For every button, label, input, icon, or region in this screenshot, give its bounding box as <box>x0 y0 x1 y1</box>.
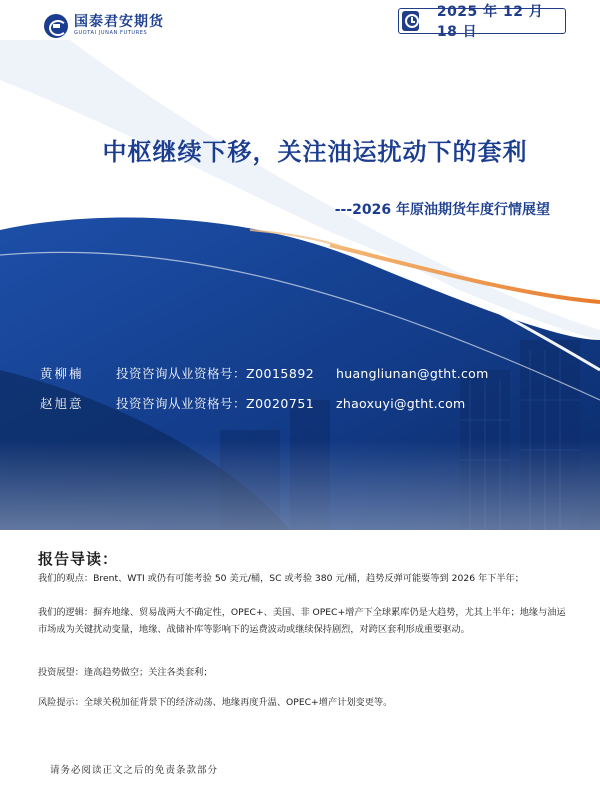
report-date-box <box>398 4 566 40</box>
logo-name-en: GUOTAI JUNAN FUTURES <box>74 30 148 36</box>
report-title: 中枢继续下移，关注油运扰动下的套利 <box>102 138 528 166</box>
analyst-row <box>40 358 489 388</box>
analyst-email[interactable]: huangliunan@gtht.com <box>336 365 489 381</box>
guide-outlook: 投资展望：逢高趋势做空；关注各类套利； <box>38 667 213 678</box>
clock-icon <box>402 11 419 31</box>
analyst-row <box>40 388 489 418</box>
guide-views: 我们的观点：Brent、WTI 或仍有可能考验 50 美元/桶，SC 或考验 380 元/桶，趋势反弹可能要等到 2026 年下半年； <box>38 573 524 584</box>
company-logo <box>44 14 164 38</box>
analyst-cert: 投资咨询从业资格号：Z0020751 <box>116 396 315 411</box>
report-date: 2025 年 12 月 18 日 <box>436 4 544 40</box>
guide-risk: 风险提示：全球关税加征背景下的经济动荡、地缘再度升温、OPEC+增产计划变更等。 <box>38 697 393 708</box>
cover-artwork <box>0 40 600 530</box>
logo-name-cn: 国泰君安期货 <box>74 14 164 30</box>
guide-heading: 报告导读： <box>38 550 119 568</box>
analyst-name: 黄柳楠 <box>40 366 84 381</box>
analyst-cert: 投资咨询从业资格号：Z0015892 <box>116 366 315 381</box>
analyst-list <box>40 358 489 418</box>
guide-logic: 我们的逻辑：摒弃地缘、贸易战两大不确定性，OPEC+、美国、非 OPEC+增产下全球累库仍是大趋势，尤其上半年；地缘与油运市场成为关键扰动变量，地缘、战储补库等影响下的运费波动或继续保持剧烈，对跨区套利形成重要驱动。 <box>38 607 566 635</box>
analyst-email[interactable]: zhaoxuyi@gtht.com <box>336 395 466 411</box>
analyst-name: 赵旭意 <box>40 396 84 411</box>
logo-mark-icon <box>44 14 68 38</box>
report-subtitle: ---2026 年原油期货年度行情展望 <box>334 202 550 218</box>
disclaimer-note: 请务必阅读正文之后的免责条款部分 <box>50 765 219 776</box>
